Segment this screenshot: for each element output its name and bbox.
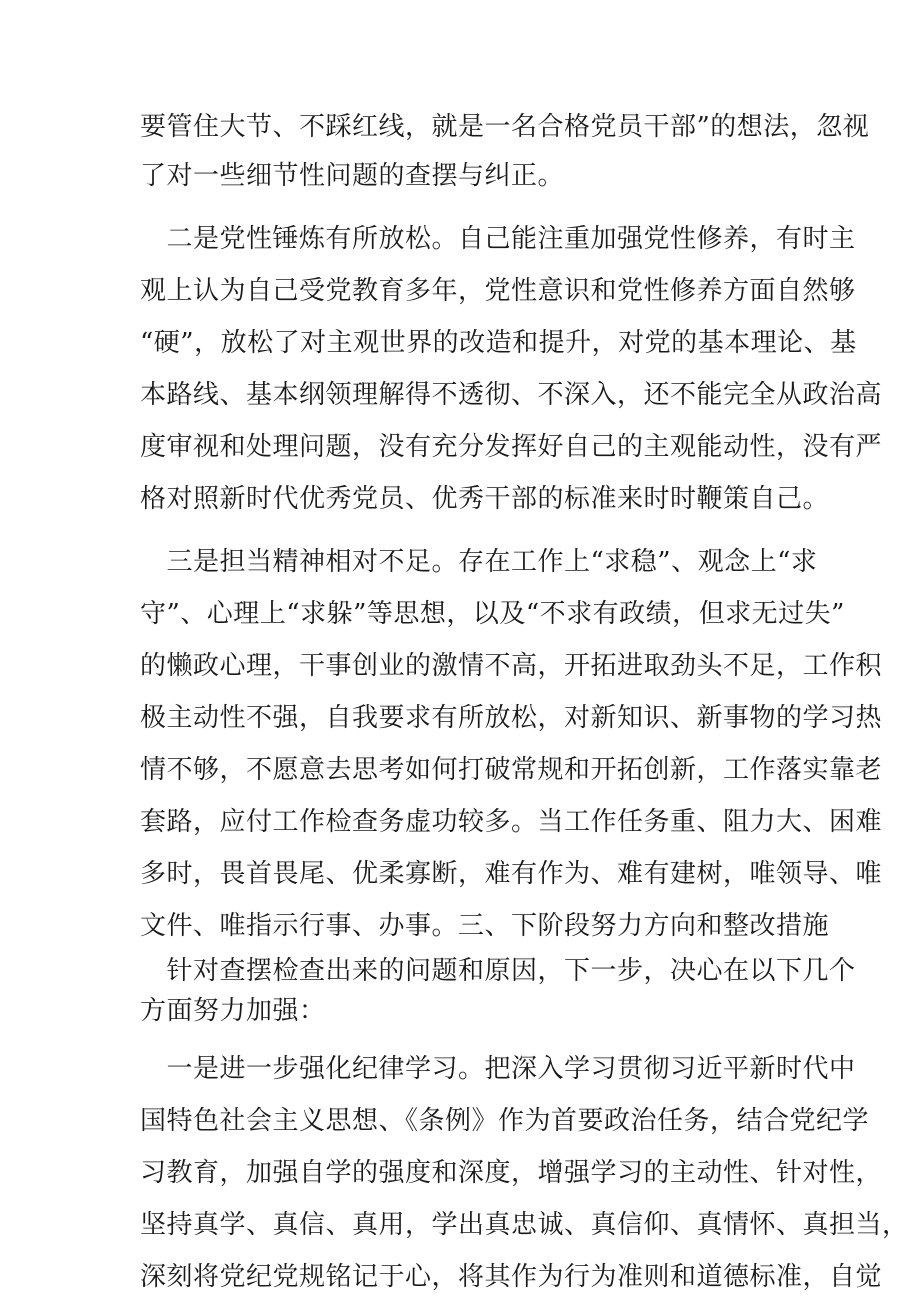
text-line: 坚持真学、真信、真用，学出真忠诚、真信仰、真情怀、真担当，	[140, 1210, 909, 1240]
text-line: 了对一些细节性问题的查摆与纠正。	[140, 161, 565, 191]
text-line: 习教育，加强自学的强度和深度，增强学习的主动性、针对性，	[140, 1158, 883, 1188]
text-line: 二是党性锤炼有所放松。自己能注重加强党性修养，有时主	[140, 224, 856, 254]
text-line: 要管住大节、不踩红线，就是一名合格党员干部”的想法，忽视	[140, 112, 870, 142]
text-line: 格对照新时代优秀党员、优秀干部的标准来时时鞭策自己。	[140, 484, 830, 514]
text-line: 一是进一步强化纪律学习。把深入学习贯彻习近平新时代中	[140, 1054, 856, 1084]
text-line: 极主动性不强，自我要求有所放松，对新知识、新事物的学习热	[140, 703, 883, 733]
text-line: 文件、唯指示行事、办事。三、下阶段努力方向和整改措施	[140, 911, 830, 941]
text-line: 守”、心理上“求躲”等思想，以及“不求有政绩，但求无过失”	[140, 599, 845, 629]
text-line: 三是担当精神相对不足。存在工作上“求稳”、观念上“求	[140, 547, 818, 577]
text-line: 方面努力加强：	[140, 996, 326, 1026]
text-line: “硬”，放松了对主观世界的改造和提升，对党的基本理论、基	[140, 328, 857, 358]
text-line: 观上认为自己受党教育多年，党性意识和党性修养方面自然够	[140, 276, 856, 306]
text-line: 套路，应付工作检查务虚功较多。当工作任务重、阻力大、困难	[140, 807, 883, 837]
text-line: 多时，畏首畏尾、优柔寡断，难有作为、难有建树，唯领导、唯	[140, 859, 883, 889]
text-line: 国特色社会主义思想、《条例》作为首要政治任务，结合党纪学	[140, 1106, 870, 1136]
text-line: 的懒政心理，干事创业的激情不高，开拓进取劲头不足，工作积	[140, 651, 883, 681]
text-line: 深刻将党纪党规铭记于心，将其作为行为准则和道德标准，自觉	[140, 1262, 883, 1292]
text-line: 本路线、基本纲领理解得不透彻、不深入，还不能完全从政治高	[140, 380, 883, 410]
body-text	[140, 103, 909, 1302]
text-line: 针对查摆检查出来的问题和原因，下一步，决心在以下几个	[140, 956, 856, 986]
text-line: 度审视和处理问题，没有充分发挥好自己的主观能动性，没有严	[140, 432, 883, 462]
text-line: 情不够，不愿意去思考如何打破常规和开拓创新，工作落实靠老	[140, 755, 883, 785]
